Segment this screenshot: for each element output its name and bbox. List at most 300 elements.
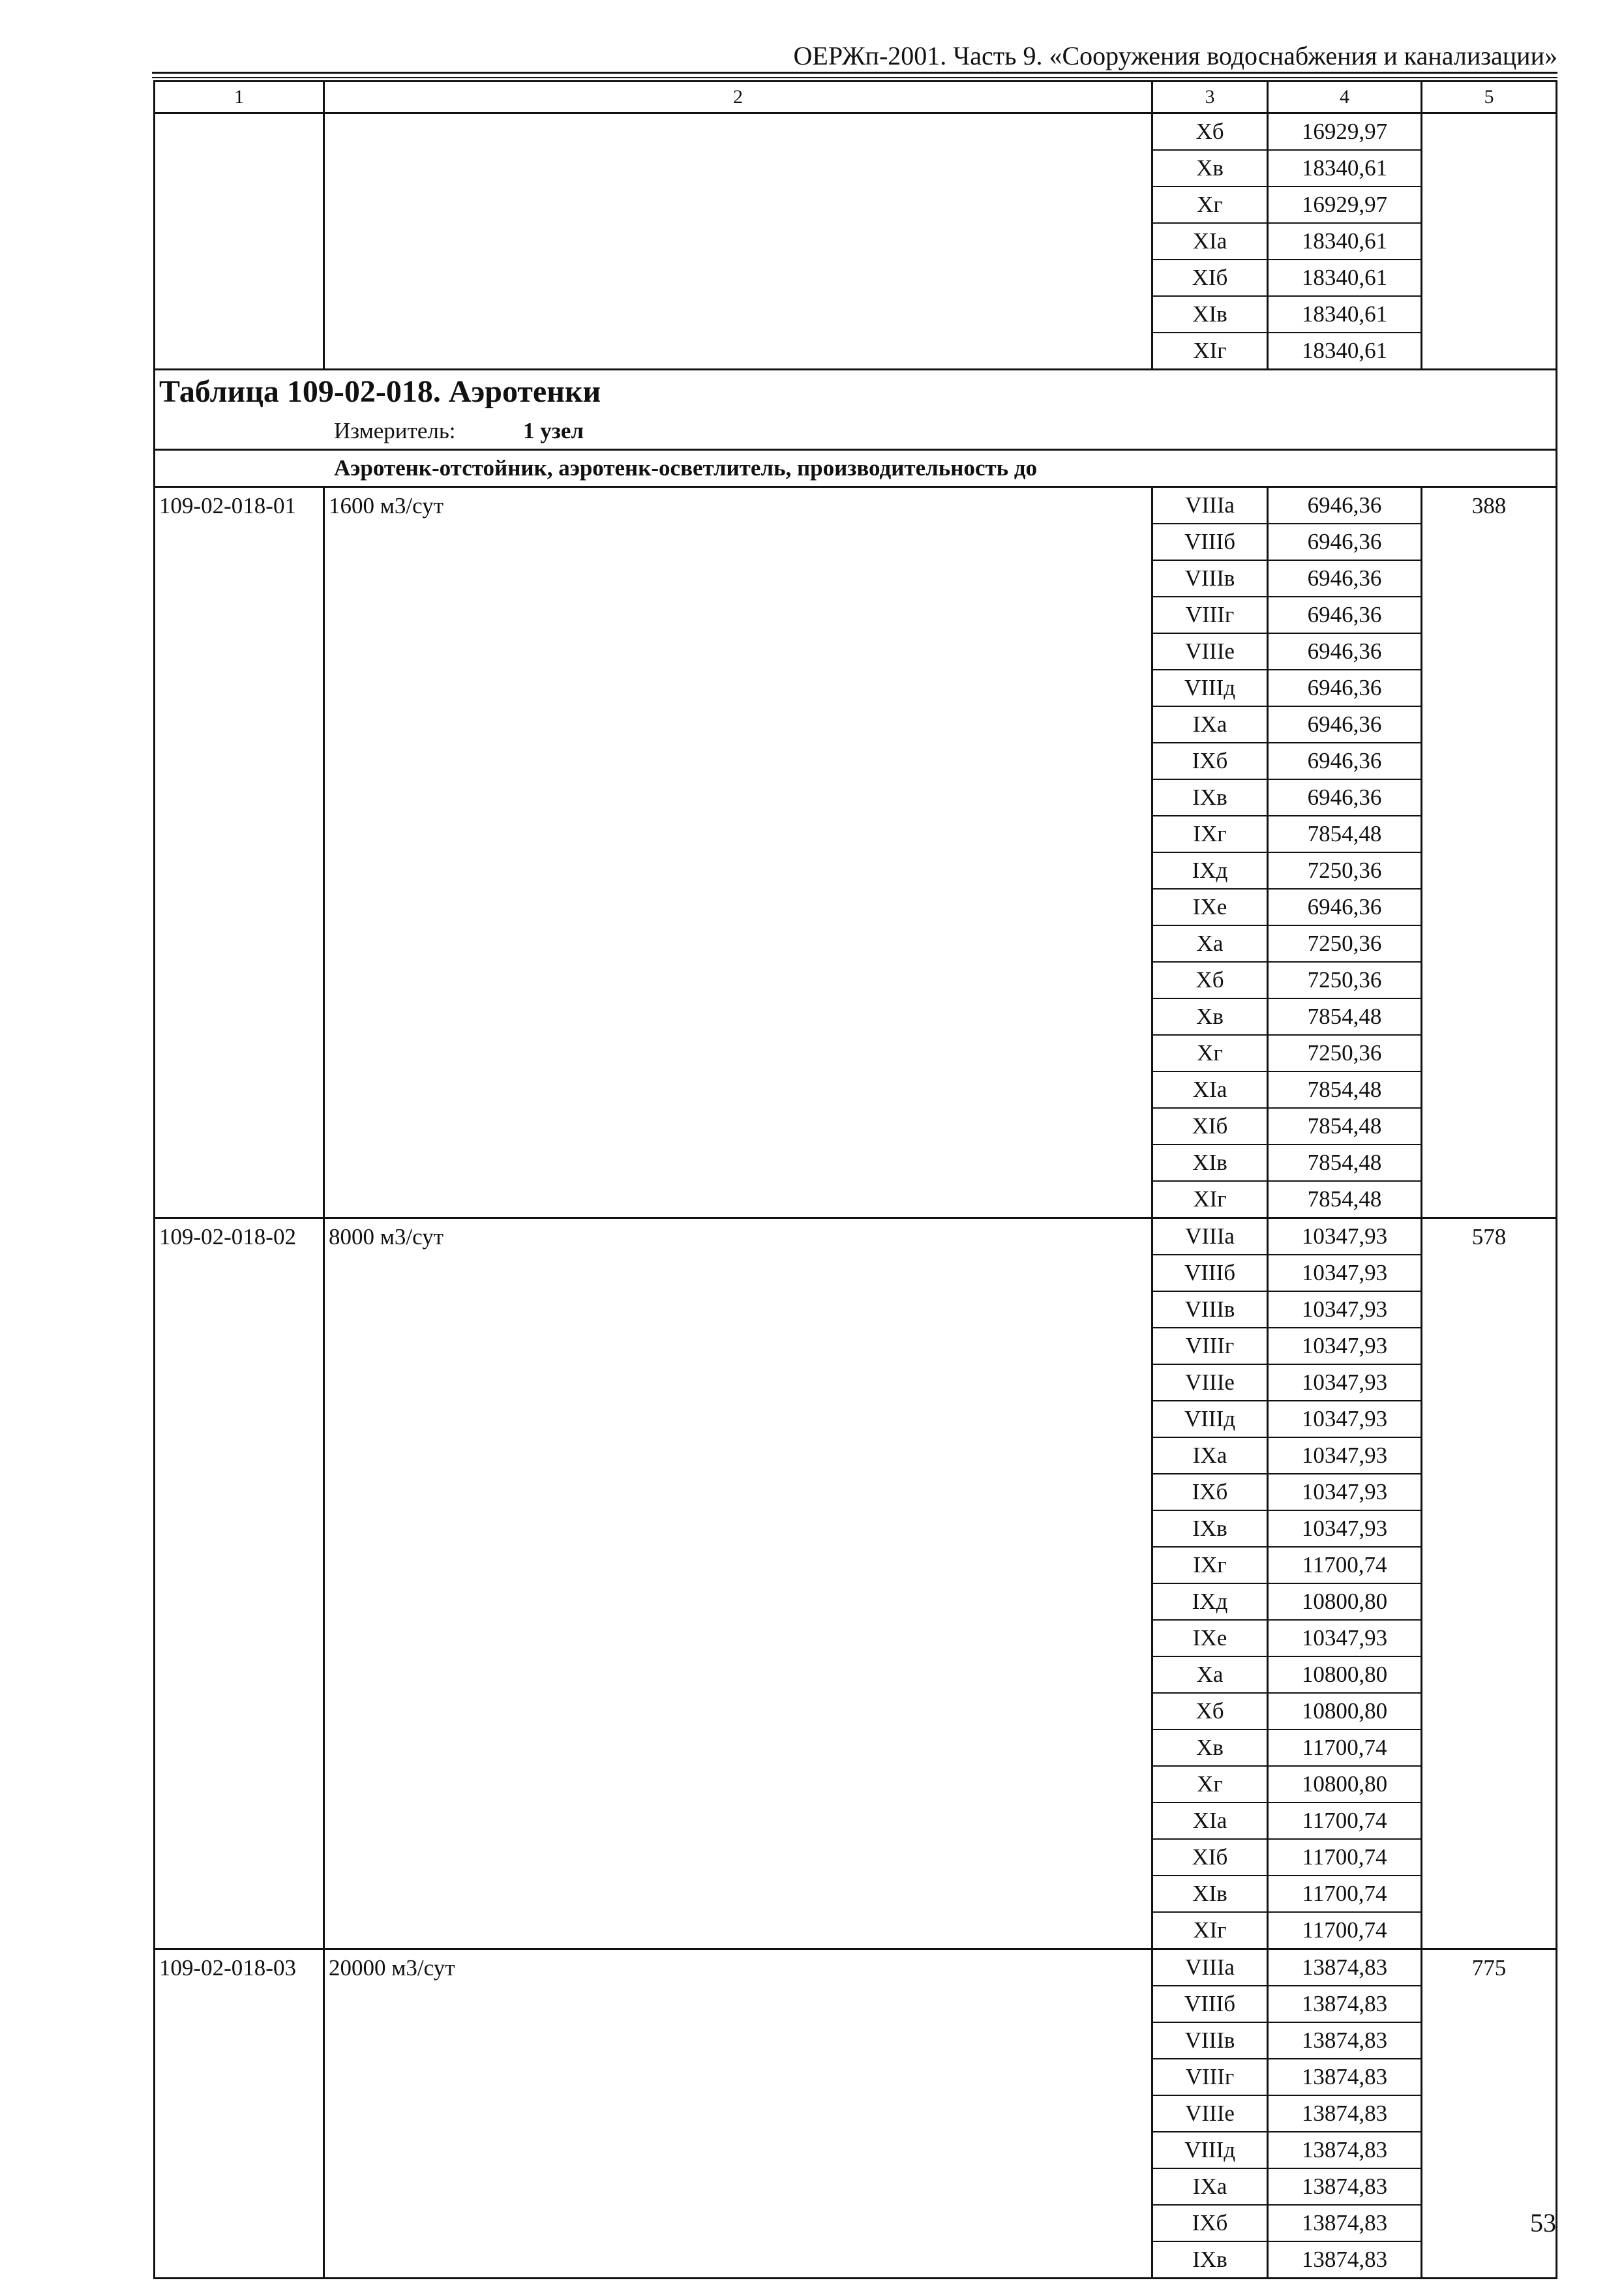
table-row <box>155 670 1557 706</box>
zone-cell: VIIIв <box>1152 2022 1268 2059</box>
description-cell <box>324 1620 1152 1656</box>
description-cell <box>324 1547 1152 1583</box>
table-row <box>155 260 1557 296</box>
subheader-row <box>155 450 1557 487</box>
price-cell: 10800,80 <box>1268 1583 1422 1620</box>
code-cell <box>155 1839 324 1876</box>
value-cell <box>1422 998 1557 1035</box>
price-cell: 10347,93 <box>1268 1620 1422 1656</box>
table-row <box>155 2241 1557 2279</box>
value-cell: 388 <box>1422 487 1557 524</box>
description-cell <box>324 2022 1152 2059</box>
code-cell <box>155 1035 324 1071</box>
description-cell <box>324 560 1152 597</box>
code-cell <box>155 2132 324 2168</box>
value-cell <box>1422 1839 1557 1876</box>
zone-cell: VIIIб <box>1152 1255 1268 1291</box>
description-cell <box>324 2059 1152 2095</box>
value-cell <box>1422 333 1557 370</box>
value-cell <box>1422 560 1557 597</box>
price-cell: 10347,93 <box>1268 1218 1422 1255</box>
code-cell <box>155 670 324 706</box>
value-cell <box>1422 1620 1557 1656</box>
description-cell <box>324 1583 1152 1620</box>
value-cell <box>1422 1912 1557 1949</box>
zone-cell: VIIIг <box>1152 597 1268 633</box>
value-cell <box>1422 1729 1557 1766</box>
zone-cell: VIIIд <box>1152 1401 1268 1437</box>
table-row <box>155 2059 1557 2095</box>
zone-cell: VIIIа <box>1152 487 1268 524</box>
price-cell: 10347,93 <box>1268 1401 1422 1437</box>
zone-cell: Xг <box>1152 1766 1268 1803</box>
zone-cell: VIIIб <box>1152 524 1268 560</box>
zone-cell: XIа <box>1152 223 1268 260</box>
description-cell <box>324 2205 1152 2241</box>
table-row <box>155 1729 1557 1766</box>
zone-cell: IXе <box>1152 889 1268 925</box>
code-cell <box>155 187 324 223</box>
code-cell <box>155 1144 324 1181</box>
description-cell <box>324 816 1152 852</box>
price-cell: 11700,74 <box>1268 1876 1422 1912</box>
price-cell: 7854,48 <box>1268 1108 1422 1144</box>
table-row <box>155 2205 1557 2241</box>
description-cell <box>324 113 1152 151</box>
table-row <box>155 962 1557 998</box>
section-subheader: Аэротенк-отстойник, аэротенк-осветлитель, производительность до <box>155 450 1557 487</box>
zone-cell: Xг <box>1152 187 1268 223</box>
description-cell <box>324 524 1152 560</box>
table-row <box>155 1510 1557 1547</box>
code-cell <box>155 962 324 998</box>
table-row <box>155 925 1557 962</box>
value-cell <box>1422 925 1557 962</box>
code-cell <box>155 2059 324 2095</box>
zone-cell: XIб <box>1152 1839 1268 1876</box>
value-cell <box>1422 524 1557 560</box>
zone-cell: Xа <box>1152 1656 1268 1693</box>
value-cell <box>1422 1328 1557 1364</box>
price-cell: 13874,83 <box>1268 2132 1422 2168</box>
zone-cell: IXе <box>1152 1620 1268 1656</box>
price-cell: 11700,74 <box>1268 1912 1422 1949</box>
value-cell <box>1422 962 1557 998</box>
measure-cell <box>155 413 1557 450</box>
value-cell <box>1422 1035 1557 1071</box>
page-number: 53 <box>1530 2208 1556 2237</box>
description-cell <box>324 150 1152 187</box>
table-row <box>155 1986 1557 2022</box>
zone-cell: IXа <box>1152 2168 1268 2205</box>
description-cell <box>324 1401 1152 1437</box>
code-cell <box>155 633 324 670</box>
running-header: ОЕРЖп-2001. Часть 9. «Сооружения водоснабжения и канализации» <box>793 41 1557 70</box>
table-row <box>155 1949 1557 1986</box>
price-cell: 13874,83 <box>1268 2095 1422 2132</box>
value-cell: 578 <box>1422 1218 1557 1255</box>
value-cell <box>1422 2095 1557 2132</box>
code-cell <box>155 2241 324 2279</box>
price-cell: 6946,36 <box>1268 524 1422 560</box>
measure-value: 1 узел <box>523 418 584 443</box>
code-cell <box>155 524 324 560</box>
table-row <box>155 2022 1557 2059</box>
column-number-row <box>155 82 1557 113</box>
price-cell: 7854,48 <box>1268 1144 1422 1181</box>
price-cell: 6946,36 <box>1268 779 1422 816</box>
value-cell <box>1422 1108 1557 1144</box>
code-cell <box>155 1291 324 1328</box>
value-cell <box>1422 1656 1557 1693</box>
description-cell <box>324 1803 1152 1839</box>
table-row <box>155 1547 1557 1583</box>
code-cell <box>155 1986 324 2022</box>
measure-label: Измеритель: <box>334 418 456 443</box>
price-cell: 10347,93 <box>1268 1255 1422 1291</box>
price-cell: 6946,36 <box>1268 633 1422 670</box>
code-cell <box>155 1766 324 1803</box>
description-cell <box>324 1071 1152 1108</box>
code-cell <box>155 1071 324 1108</box>
column-number: 4 <box>1268 82 1422 113</box>
price-cell: 7854,48 <box>1268 1181 1422 1218</box>
zone-cell: Xб <box>1152 113 1268 151</box>
zone-cell: VIIIв <box>1152 1291 1268 1328</box>
description-cell <box>324 633 1152 670</box>
price-cell: 13874,83 <box>1268 1986 1422 2022</box>
price-cell: 11700,74 <box>1268 1803 1422 1839</box>
zone-cell: Xв <box>1152 1729 1268 1766</box>
table-row <box>155 113 1557 151</box>
zone-cell: VIIIд <box>1152 2132 1268 2168</box>
code-cell <box>155 1255 324 1291</box>
price-cell: 13874,83 <box>1268 1949 1422 1986</box>
price-cell: 10347,93 <box>1268 1328 1422 1364</box>
value-cell <box>1422 1693 1557 1729</box>
zone-cell: IXв <box>1152 2241 1268 2279</box>
price-cell: 10800,80 <box>1268 1656 1422 1693</box>
description-cell <box>324 1328 1152 1364</box>
value-cell <box>1422 2059 1557 2095</box>
price-cell: 10347,93 <box>1268 1437 1422 1474</box>
code-cell <box>155 743 324 779</box>
zone-cell: XIв <box>1152 1876 1268 1912</box>
description-cell <box>324 2132 1152 2168</box>
description-cell <box>324 260 1152 296</box>
zone-cell: IXв <box>1152 779 1268 816</box>
table-row <box>155 1803 1557 1839</box>
code-cell <box>155 1656 324 1693</box>
price-cell: 6946,36 <box>1268 743 1422 779</box>
value-cell <box>1422 113 1557 151</box>
code-cell: 109-02-018-01 <box>155 487 324 524</box>
table-row <box>155 1364 1557 1401</box>
code-cell <box>155 2205 324 2241</box>
price-cell: 13874,83 <box>1268 2205 1422 2241</box>
price-cell: 18340,61 <box>1268 260 1422 296</box>
code-cell <box>155 2095 324 2132</box>
description-cell <box>324 779 1152 816</box>
zone-cell: VIIIе <box>1152 633 1268 670</box>
description-cell <box>324 706 1152 743</box>
zone-cell: VIIIе <box>1152 1364 1268 1401</box>
code-cell <box>155 113 324 151</box>
code-cell <box>155 333 324 370</box>
table-row <box>155 2132 1557 2168</box>
value-cell <box>1422 633 1557 670</box>
description-cell <box>324 670 1152 706</box>
code-cell <box>155 1693 324 1729</box>
value-cell <box>1422 1071 1557 1108</box>
price-cell: 6946,36 <box>1268 597 1422 633</box>
value-cell <box>1422 1803 1557 1839</box>
table-row <box>155 223 1557 260</box>
price-cell: 10347,93 <box>1268 1474 1422 1510</box>
table-row <box>155 998 1557 1035</box>
price-cell: 7250,36 <box>1268 925 1422 962</box>
value-cell <box>1422 2022 1557 2059</box>
code-cell <box>155 1729 324 1766</box>
column-number: 3 <box>1152 82 1268 113</box>
value-cell <box>1422 889 1557 925</box>
table-row <box>155 1108 1557 1144</box>
table-row <box>155 296 1557 333</box>
value-cell <box>1422 670 1557 706</box>
table-row <box>155 706 1557 743</box>
zone-cell: Xб <box>1152 1693 1268 1729</box>
price-cell: 7854,48 <box>1268 1071 1422 1108</box>
price-cell: 6946,36 <box>1268 670 1422 706</box>
table-row <box>155 1474 1557 1510</box>
zone-cell: IXд <box>1152 1583 1268 1620</box>
code-cell <box>155 1108 324 1144</box>
value-cell <box>1422 296 1557 333</box>
value-cell: 775 <box>1422 1949 1557 1986</box>
value-cell <box>1422 597 1557 633</box>
column-number: 1 <box>155 82 324 113</box>
zone-cell: IXг <box>1152 1547 1268 1583</box>
value-cell <box>1422 1547 1557 1583</box>
code-cell <box>155 296 324 333</box>
table-row <box>155 1876 1557 1912</box>
description-cell <box>324 1656 1152 1693</box>
table-row <box>155 1328 1557 1364</box>
column-number: 5 <box>1422 82 1557 113</box>
value-cell <box>1422 1291 1557 1328</box>
price-cell: 6946,36 <box>1268 560 1422 597</box>
zone-cell: VIIIд <box>1152 670 1268 706</box>
description-cell <box>324 296 1152 333</box>
code-cell <box>155 1912 324 1949</box>
table-row <box>155 2095 1557 2132</box>
zone-cell: VIIIе <box>1152 2095 1268 2132</box>
table-row <box>155 1766 1557 1803</box>
table-row <box>155 1291 1557 1328</box>
description-cell <box>324 2241 1152 2279</box>
table-row <box>155 1181 1557 1218</box>
table-row <box>155 852 1557 889</box>
zone-cell: Xв <box>1152 998 1268 1035</box>
value-cell <box>1422 1181 1557 1218</box>
price-cell: 6946,36 <box>1268 889 1422 925</box>
zone-cell: IXб <box>1152 1474 1268 1510</box>
table-row <box>155 487 1557 524</box>
price-cell: 13874,83 <box>1268 2168 1422 2205</box>
code-cell <box>155 1401 324 1437</box>
code-cell <box>155 706 324 743</box>
zone-cell: Xг <box>1152 1035 1268 1071</box>
code-cell <box>155 560 324 597</box>
code-cell <box>155 1510 324 1547</box>
table-row <box>155 1912 1557 1949</box>
description-cell: 20000 м3/сут <box>324 1949 1152 1986</box>
description-cell <box>324 223 1152 260</box>
table-row <box>155 1071 1557 1108</box>
table-row <box>155 779 1557 816</box>
description-cell: 8000 м3/сут <box>324 1218 1152 1255</box>
table-row <box>155 1255 1557 1291</box>
zone-cell: IXа <box>1152 1437 1268 1474</box>
code-cell <box>155 1803 324 1839</box>
description-cell <box>324 962 1152 998</box>
description-cell <box>324 852 1152 889</box>
description-cell <box>324 1876 1152 1912</box>
description-cell <box>324 1291 1152 1328</box>
code-cell <box>155 1547 324 1583</box>
price-cell: 16929,97 <box>1268 187 1422 223</box>
zone-cell: XIб <box>1152 260 1268 296</box>
rates-table <box>153 80 1557 2279</box>
value-cell <box>1422 2168 1557 2205</box>
value-cell <box>1422 1583 1557 1620</box>
price-cell: 7250,36 <box>1268 852 1422 889</box>
table-row <box>155 597 1557 633</box>
description-cell <box>324 1474 1152 1510</box>
zone-cell: VIIIг <box>1152 2059 1268 2095</box>
price-cell: 6946,36 <box>1268 487 1422 524</box>
price-cell: 7250,36 <box>1268 1035 1422 1071</box>
table-row <box>155 743 1557 779</box>
description-cell <box>324 1986 1152 2022</box>
header-rule-thin <box>152 77 1557 78</box>
value-cell <box>1422 223 1557 260</box>
price-cell: 11700,74 <box>1268 1839 1422 1876</box>
description-cell <box>324 1912 1152 1949</box>
code-cell: 109-02-018-02 <box>155 1218 324 1255</box>
table-row <box>155 633 1557 670</box>
code-cell: 109-02-018-03 <box>155 1949 324 1986</box>
price-cell: 18340,61 <box>1268 150 1422 187</box>
table-row <box>155 333 1557 370</box>
zone-cell: IXа <box>1152 706 1268 743</box>
code-cell <box>155 852 324 889</box>
description-cell <box>324 333 1152 370</box>
code-cell <box>155 1181 324 1218</box>
description-cell <box>324 1144 1152 1181</box>
description-cell <box>324 1181 1152 1218</box>
zone-cell: XIв <box>1152 1144 1268 1181</box>
table-row <box>155 560 1557 597</box>
measure-row <box>155 413 1557 450</box>
value-cell <box>1422 1437 1557 1474</box>
code-cell <box>155 1620 324 1656</box>
table-row <box>155 1401 1557 1437</box>
description-cell <box>324 1035 1152 1071</box>
table-row <box>155 1656 1557 1693</box>
zone-cell: IXг <box>1152 816 1268 852</box>
description-cell <box>324 1693 1152 1729</box>
zone-cell: Xб <box>1152 962 1268 998</box>
price-cell: 10347,93 <box>1268 1364 1422 1401</box>
value-cell <box>1422 1474 1557 1510</box>
code-cell <box>155 779 324 816</box>
value-cell <box>1422 150 1557 187</box>
zone-cell: IXв <box>1152 1510 1268 1547</box>
value-cell <box>1422 2241 1557 2279</box>
value-cell <box>1422 706 1557 743</box>
description-cell <box>324 1839 1152 1876</box>
column-number: 2 <box>324 82 1152 113</box>
description-cell <box>324 187 1152 223</box>
value-cell <box>1422 187 1557 223</box>
value-cell <box>1422 260 1557 296</box>
zone-cell: XIг <box>1152 1181 1268 1218</box>
zone-cell: VIIIа <box>1152 1218 1268 1255</box>
value-cell <box>1422 816 1557 852</box>
zone-cell: VIIIв <box>1152 560 1268 597</box>
table-row <box>155 1437 1557 1474</box>
price-cell: 10347,93 <box>1268 1291 1422 1328</box>
zone-cell: IXб <box>1152 2205 1268 2241</box>
description-cell <box>324 597 1152 633</box>
code-cell <box>155 597 324 633</box>
description-cell <box>324 1510 1152 1547</box>
code-cell <box>155 150 324 187</box>
price-cell: 7250,36 <box>1268 962 1422 998</box>
table-title-row <box>155 370 1557 414</box>
table-row <box>155 1144 1557 1181</box>
zone-cell: XIг <box>1152 333 1268 370</box>
value-cell <box>1422 2132 1557 2168</box>
description-cell: 1600 м3/сут <box>324 487 1152 524</box>
table-row <box>155 1620 1557 1656</box>
table-row <box>155 816 1557 852</box>
zone-cell: XIг <box>1152 1912 1268 1949</box>
zone-cell: IXб <box>1152 743 1268 779</box>
price-cell: 18340,61 <box>1268 333 1422 370</box>
value-cell <box>1422 1986 1557 2022</box>
table-row <box>155 150 1557 187</box>
code-cell <box>155 816 324 852</box>
code-cell <box>155 1583 324 1620</box>
zone-cell: XIа <box>1152 1071 1268 1108</box>
code-cell <box>155 1474 324 1510</box>
zone-cell: VIIIа <box>1152 1949 1268 1986</box>
table-row <box>155 524 1557 560</box>
code-cell <box>155 260 324 296</box>
price-cell: 6946,36 <box>1268 706 1422 743</box>
table-row <box>155 1839 1557 1876</box>
value-cell <box>1422 1766 1557 1803</box>
description-cell <box>324 743 1152 779</box>
code-cell <box>155 1876 324 1912</box>
description-cell <box>324 1437 1152 1474</box>
code-cell <box>155 889 324 925</box>
table-row <box>155 187 1557 223</box>
price-cell: 11700,74 <box>1268 1729 1422 1766</box>
description-cell <box>324 2095 1152 2132</box>
